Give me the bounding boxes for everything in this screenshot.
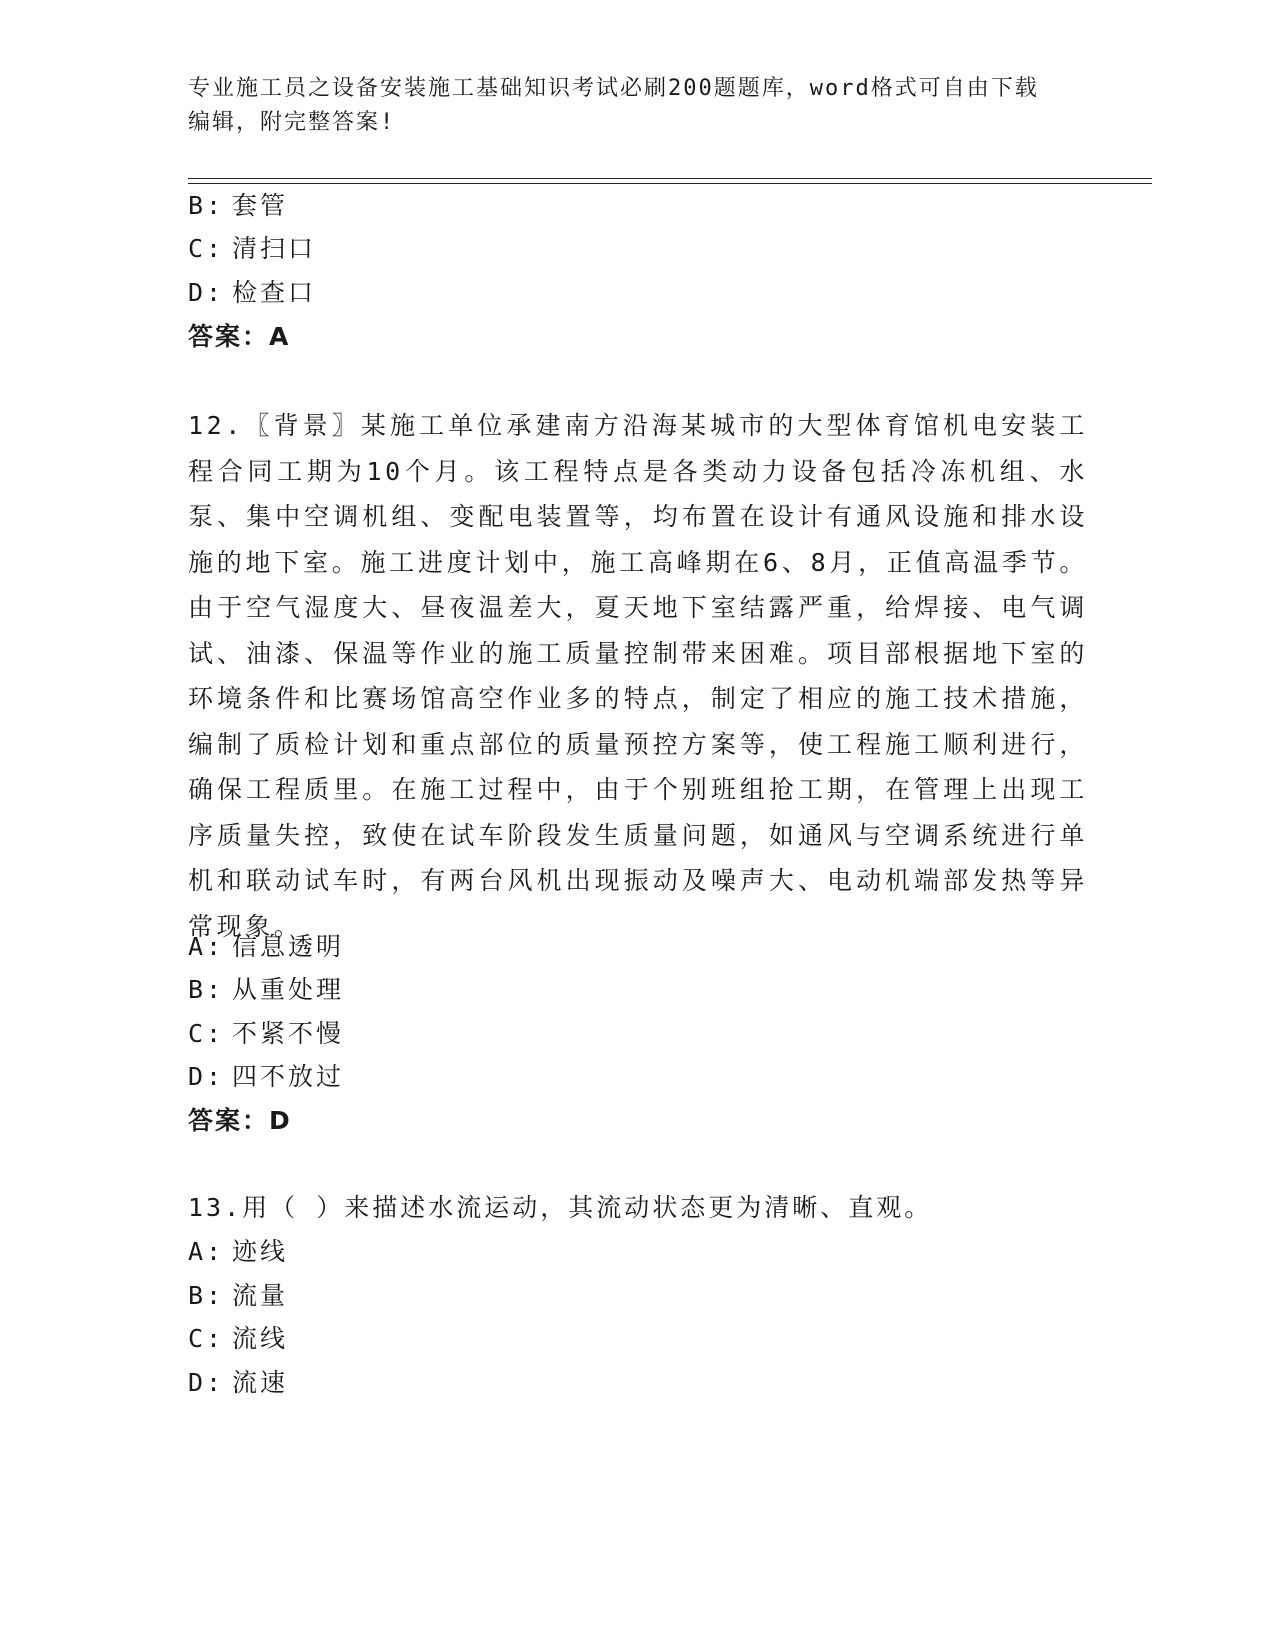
document-header	[188, 72, 1088, 140]
option-text: 从重处理	[232, 975, 345, 1004]
option-key: C:	[188, 1019, 225, 1048]
option-key: C:	[188, 234, 225, 263]
q12-option-b	[188, 970, 344, 1006]
q13-option-c	[188, 1319, 288, 1355]
option-text: 信息透明	[232, 932, 345, 961]
q13-stem: 13.用（ ）来描述水流运动，其流动状态更为清晰、直观。	[188, 1193, 933, 1222]
option-text: 清扫口	[232, 234, 317, 263]
header-divider-bottom	[188, 183, 1152, 184]
option-key: C:	[188, 1324, 225, 1353]
option-key: D:	[188, 278, 225, 307]
option-key: A:	[188, 932, 225, 961]
option-text: 检查口	[232, 278, 317, 307]
q13-option-b	[188, 1276, 288, 1312]
header-divider-top	[188, 178, 1152, 179]
q11-answer: 答案：A	[188, 322, 291, 351]
option-text: 迹线	[232, 1237, 289, 1266]
q12-stem: 12.〖背景〗某施工单位承建南方沿海某城市的大型体育馆机电安装工程合同工期为10个月。该工程特点是各类动力设备包括冷冻机组、水泵、集中空调机组、变配电装置等，均布置在设计有通风设施和排水设施的地下室。施工进度计划中，施工高峰期在6、8月，正值高温季节。由于空气湿度大、昼夜温差大，夏天地下室结露严重，给焊接、电气调试、油漆、保温等作业的施工质量控制带来困难。项目部根据地下室的环境条件和比赛场馆高空作业多的特点，制定了相应的施工技术措施，编制了质检计划和重点部位的质量预控方案等，使工程施工顺利进行，确保工程质里。在施工过程中，由于个别班组抢工期，在管理上出现工序质量失控，致使在试车阶段发生质量问题，如通风与空调系统进行单机和联动试车时，有两台风机出现振动及噪声大、电动机端部发热等异常现象。	[188, 411, 1088, 941]
option-text: 套管	[232, 191, 289, 220]
q12-option-a	[188, 927, 344, 963]
option-text: 流速	[232, 1368, 289, 1397]
option-key: B:	[188, 1281, 225, 1310]
option-key: D:	[188, 1062, 225, 1091]
header-line-1: 专业施工员之设备安装施工基础知识考试必刷200题题库，word格式可自由下载	[188, 76, 1039, 101]
header-line-2: 编辑，附完整答案!	[188, 110, 396, 135]
option-key: A:	[188, 1237, 225, 1266]
q13-option-d	[188, 1363, 288, 1399]
q11-option-d	[188, 273, 316, 309]
option-text: 四不放过	[232, 1062, 345, 1091]
q12-option-c	[188, 1014, 344, 1050]
option-text: 流线	[232, 1324, 289, 1353]
option-text: 流量	[232, 1281, 289, 1310]
q12-answer: 答案：D	[188, 1106, 292, 1135]
q12-option-d	[188, 1057, 344, 1093]
q13-option-a	[188, 1232, 288, 1268]
option-key: B:	[188, 191, 225, 220]
q11-option-c	[188, 229, 316, 265]
option-key: D:	[188, 1368, 225, 1397]
q11-option-b	[188, 186, 288, 222]
option-text: 不紧不慢	[232, 1019, 345, 1048]
option-key: B:	[188, 975, 225, 1004]
